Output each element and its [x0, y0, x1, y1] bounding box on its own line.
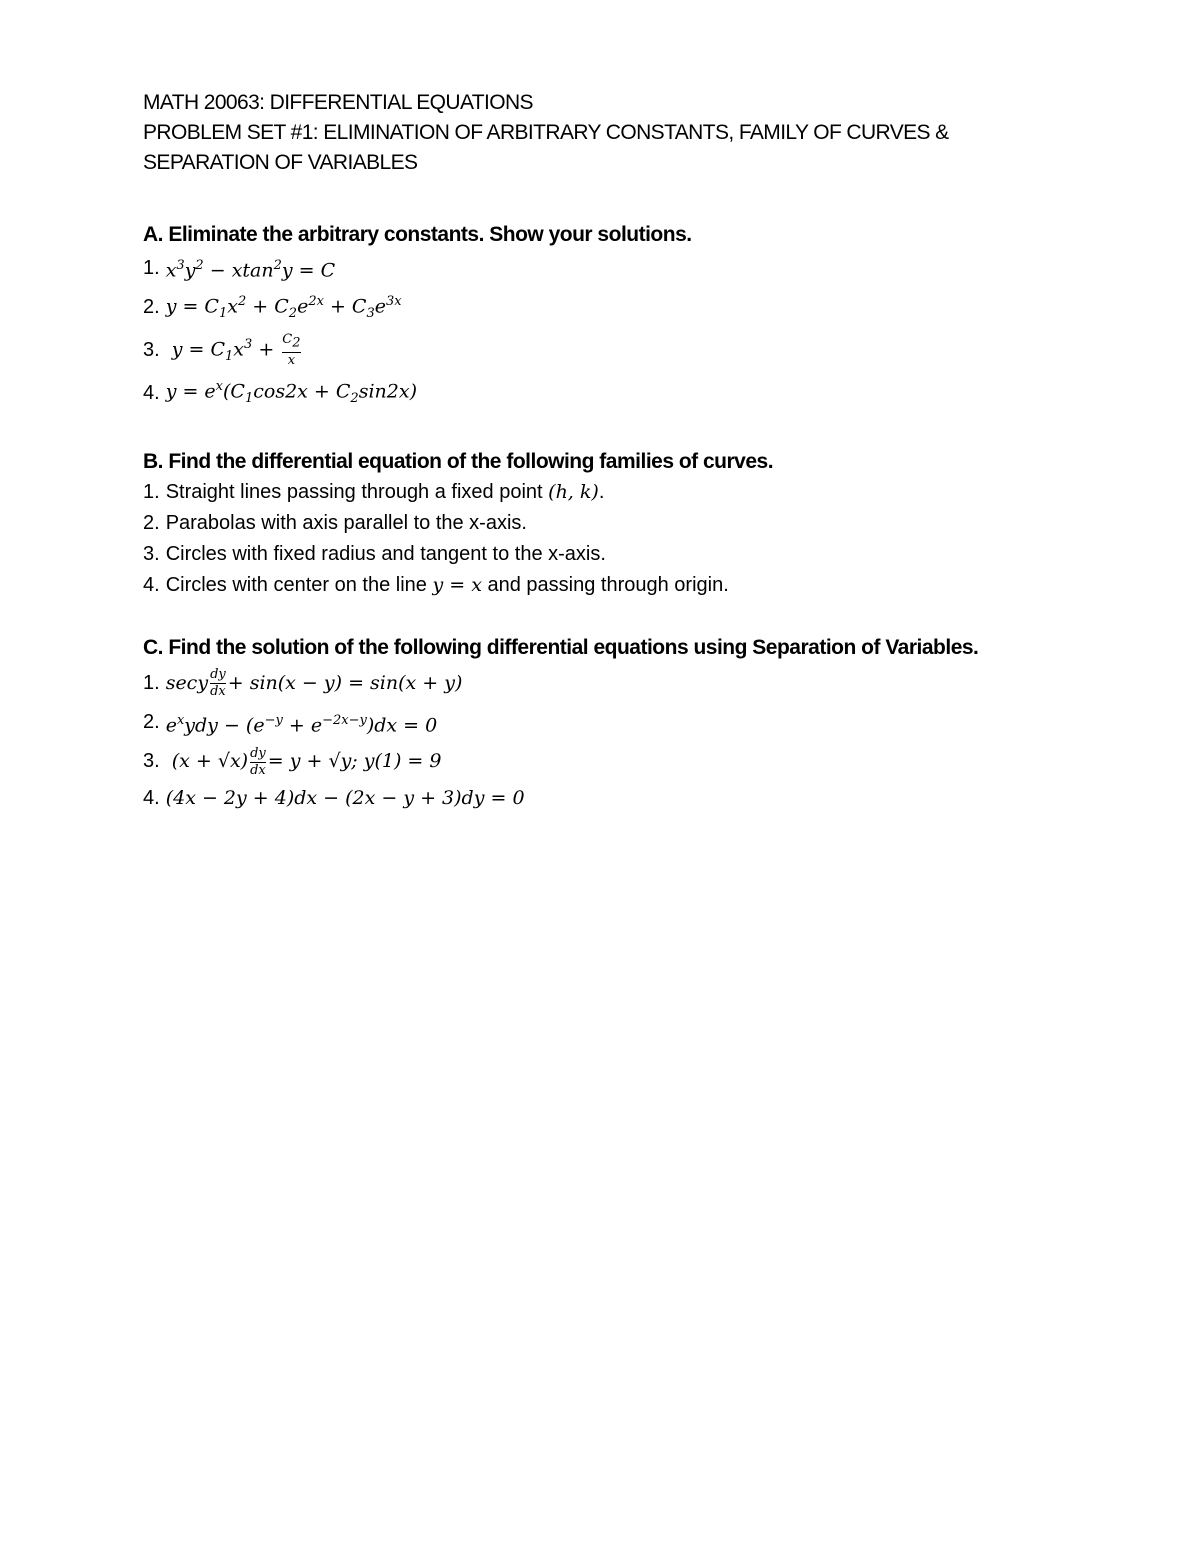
problem-set-title-line-1: PROBLEM SET #1: ELIMINATION OF ARBITRARY CONSTANTS, FAMILY OF CURVES &	[143, 121, 949, 144]
section-a-item-3	[143, 329, 1073, 371]
fraction: $\frac{dy}{dx}$	[250, 745, 266, 778]
item-number: 1.	[143, 480, 160, 503]
equation: $x^3y^2 - xtan^2y = C$	[165, 258, 336, 282]
section-b-item-3	[143, 539, 1073, 570]
item-number: 4.	[143, 381, 160, 404]
item-number: 3.	[143, 750, 160, 773]
section-b-heading: B. Find the differential equation of the following families of curves.	[143, 449, 774, 473]
section-a-item-4	[143, 371, 1073, 414]
fraction: $\frac{dy}{dx}$	[210, 667, 226, 700]
equation: $y = e^x(C_1\cos 2x + C_2\sin 2x)$	[165, 379, 417, 407]
section-c-item-2	[143, 705, 1073, 741]
section-a-heading: A. Eliminate the arbitrary constants. Show your solutions.	[143, 223, 692, 246]
equation: (4x − 2y + 4)dx − (2x − y + 3)dy = 0	[165, 786, 525, 809]
section-a-item-1	[143, 250, 1073, 286]
equation: (x + √x) $\frac{dy}{dx}$ = y + √y; y(1) = 9	[165, 745, 442, 778]
section-c-item-1	[143, 663, 1073, 705]
equation: $y = C_1x^3$ + $\frac{C_2}{x}$	[165, 331, 301, 368]
section-b-item-1	[143, 477, 1073, 508]
item-number: 2.	[143, 711, 160, 734]
item-text: Parabolas with axis parallel to the x-axis.	[165, 511, 527, 534]
equation: y = x	[432, 573, 482, 596]
fraction: $\frac{C_2}{x}$	[282, 331, 301, 368]
item-text: Circles with center on the line	[165, 573, 427, 596]
item-suffix: and passing through origin.	[487, 573, 729, 596]
section-b-item-4	[143, 570, 1073, 601]
section-c-item-3	[143, 741, 1073, 783]
equation: $e^xydy - (e^{-y} + e^{-2x-y})dx = 0$	[165, 712, 438, 736]
item-number: 1.	[143, 256, 160, 279]
item-number: 2.	[143, 511, 160, 534]
equation: $y = C_1x^2 + C_2e^{2x} + C_3e^{3x}$	[165, 294, 402, 322]
item-number: 3.	[143, 542, 160, 565]
document-page	[143, 88, 1073, 814]
section-b-item-2	[143, 508, 1073, 539]
item-number: 1.	[143, 672, 160, 695]
item-number: 3.	[143, 338, 160, 361]
section-c-item-4	[143, 783, 1073, 814]
item-text: Straight lines passing through a fixed point	[165, 480, 543, 503]
equation: (h, k)	[548, 480, 599, 503]
section-a-item-2	[143, 286, 1073, 329]
section-c-heading: C. Find the solution of the following differential equations using Separation of Variables.	[143, 635, 979, 659]
item-number: 4.	[143, 786, 160, 809]
problem-set-title-line-2: SEPARATION OF VARIABLES	[143, 151, 418, 174]
item-text: Circles with fixed radius and tangent to the x-axis.	[165, 542, 606, 565]
item-number: 2.	[143, 296, 160, 319]
item-suffix: .	[598, 480, 605, 503]
course-title: MATH 20063: DIFFERENTIAL EQUATIONS	[143, 91, 533, 114]
equation: secy $\frac{dy}{dx}$ + sin(x − y) = sin(x + y)	[165, 667, 463, 700]
item-number: 4.	[143, 573, 160, 596]
